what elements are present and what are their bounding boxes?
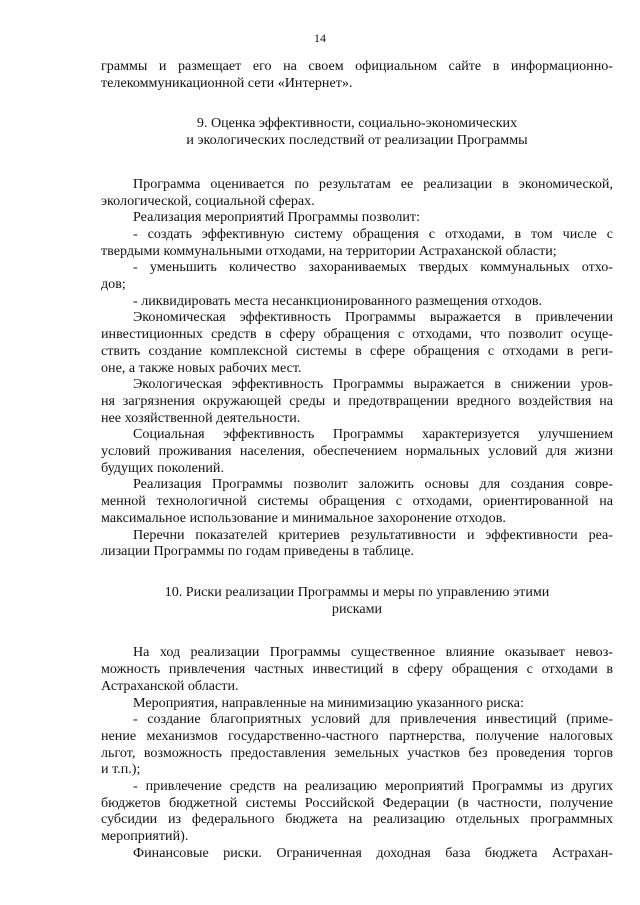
text-line: можность привлечения частных инвестиций в сферу обращения с отходами в bbox=[101, 661, 613, 678]
paragraph bbox=[101, 527, 613, 560]
text-line: бюджетов бюджетной системы Российской Федерации (в частности, получение bbox=[101, 794, 613, 811]
text-line: Астраханской области. bbox=[101, 677, 239, 694]
text-line: оне, а также новых рабочих мест. bbox=[101, 359, 302, 376]
paragraph bbox=[101, 376, 613, 426]
text-line: твердыми коммунальными отходами, на территории Астраханской области; bbox=[101, 242, 557, 259]
text-line: - создать эффективную систему обращения с отходами, в том числе с bbox=[133, 225, 613, 242]
intro-paragraph bbox=[101, 58, 613, 91]
text-line: телекоммуникационной сети «Интернет». bbox=[101, 74, 353, 91]
text-line: - привлечение средств на реализацию мероприятий Программы из других bbox=[133, 778, 613, 795]
text-line: Перечни показателей критериев результативности и эффективности реа- bbox=[133, 526, 613, 543]
paragraph bbox=[101, 226, 613, 259]
text-line: Экологическая эффективность Программы выражается в снижении уров- bbox=[133, 376, 613, 393]
heading-line: 10. Риски реализации Программы и меры по управлению этими bbox=[164, 583, 550, 600]
paragraph bbox=[101, 209, 613, 226]
text-line: Программа оценивается по результатам ее реализации в экономической, bbox=[133, 175, 613, 192]
text-line: граммы и размещает его на своем официальном сайте в информационно- bbox=[101, 58, 613, 74]
text-line: На ход реализации Программы существенное влияние оказывает невоз- bbox=[133, 644, 613, 661]
text-line: нее хозяйственной деятельности. bbox=[101, 409, 301, 426]
heading-line: 9. Оценка эффективности, социально-экономических bbox=[196, 115, 518, 132]
paragraph bbox=[101, 644, 613, 694]
heading-line: рисками bbox=[331, 600, 383, 617]
page-number: 14 bbox=[314, 31, 326, 45]
text-line: мероприятий). bbox=[101, 828, 189, 845]
text-line: экологической, социальной сферах. bbox=[101, 192, 315, 209]
text-line: ствить создание комплексной системы в сфере обращения с отходами в реги- bbox=[101, 342, 613, 359]
paragraph bbox=[101, 778, 613, 845]
text-line: дов; bbox=[101, 276, 126, 293]
text-line: - уменьшить количество захораниваемых твердых коммунальных отхо- bbox=[133, 259, 613, 276]
text-line: условий проживания населения, обеспечением нормальных условий для жизни bbox=[101, 443, 613, 460]
text-line: нение механизмов государственно-частного партнерства, получение налоговых bbox=[101, 727, 613, 744]
paragraph bbox=[101, 695, 613, 712]
document-body bbox=[101, 58, 613, 862]
text-line: менной технологичной системы обращения с отходами, ориентированной на bbox=[101, 493, 613, 510]
text-line: Мероприятия, направленные на минимизацию указанного риска: bbox=[133, 694, 524, 711]
heading-line: и экологических последствий от реализации Программы bbox=[186, 132, 528, 149]
text-line: Социальная эффективность Программы характеризуется улучшением bbox=[133, 426, 613, 443]
text-line: льгот, возможность предоставления земельных участков без проведения торгов bbox=[101, 744, 613, 761]
paragraph bbox=[101, 711, 613, 778]
section-10-heading bbox=[101, 584, 613, 617]
paragraph bbox=[101, 476, 613, 526]
paragraph bbox=[101, 309, 613, 376]
paragraph bbox=[101, 259, 613, 292]
text-line: инвестиционных средств в сферу обращения с отходами, что позволит осуще- bbox=[101, 326, 613, 343]
text-line: лизации Программы по годам приведены в таблице. bbox=[101, 543, 415, 560]
paragraph bbox=[101, 293, 613, 310]
text-line: Реализация мероприятий Программы позволит: bbox=[133, 209, 421, 226]
text-line: будущих поколений. bbox=[101, 459, 224, 476]
paragraph bbox=[101, 176, 613, 209]
section-10-body bbox=[101, 644, 613, 861]
text-line: субсидии из федерального бюджета на реализацию отдельных программных bbox=[101, 811, 613, 828]
paragraph bbox=[101, 426, 613, 476]
text-line: максимальное использование и минимальное захоронение отходов. bbox=[101, 509, 506, 526]
text-line: Экономическая эффективность Программы выражается в привлечении bbox=[133, 309, 613, 326]
text-line: - ликвидировать места несанкционированного размещения отходов. bbox=[133, 292, 543, 309]
text-line: Реализация Программы позволит заложить основы для создания совре- bbox=[133, 476, 613, 493]
section-9-body bbox=[101, 176, 613, 560]
text-line: ня загрязнения окружающей среды и предотвращении вредного воздействия на bbox=[101, 392, 613, 409]
text-line: Финансовые риски. Ограниченная доходная база бюджета Астрахан- bbox=[133, 844, 613, 861]
section-9-heading bbox=[101, 115, 613, 148]
paragraph bbox=[101, 845, 613, 862]
text-line: - создание благоприятных условий для привлечения инвестиций (приме- bbox=[133, 711, 613, 728]
text-line: и т.п.); bbox=[101, 761, 141, 778]
